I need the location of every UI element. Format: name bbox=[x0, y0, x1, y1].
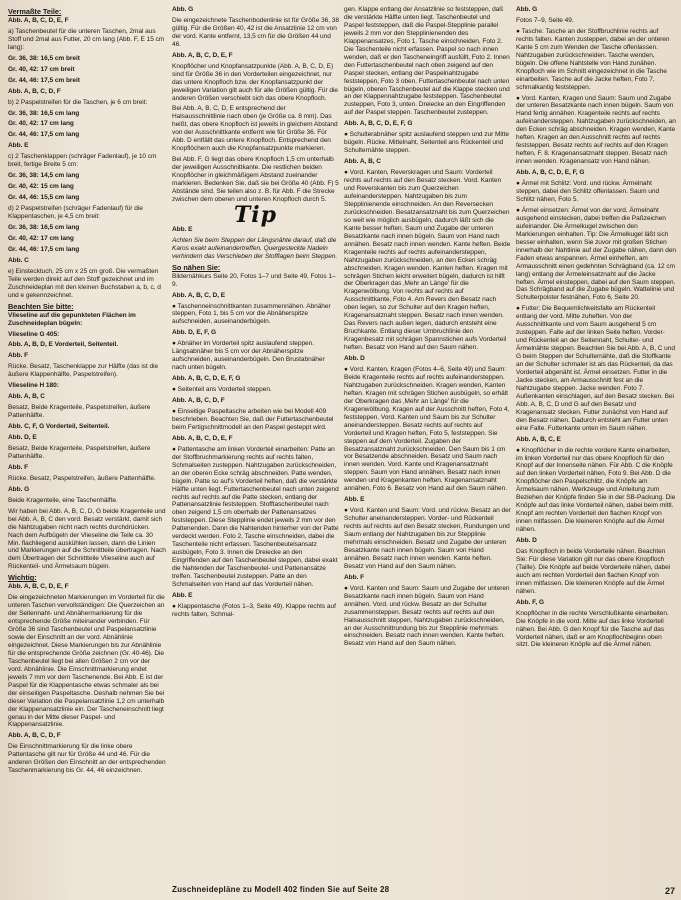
paragraph: Gr. 40, 42: 17 cm breit bbox=[8, 65, 75, 73]
paragraph: Abb. A, B, C, D, F bbox=[8, 87, 61, 95]
paragraph: Gr. 36, 38: 16,5 cm lang bbox=[8, 224, 80, 232]
paragraph: Gr. 44, 46: 17,5 cm breit bbox=[8, 76, 80, 84]
paragraph: Das Knopfloch in beide Vorderteile nähen. Beachten Sie: Für diese Variation gilt nur das obere Knopfloch (Taille). Die Knöpfe auf beide Vorderteile nähen, dabei auch am rechten Vorderteil den flachen Knopf von innen mitfassen. Die kleineren Knöpfe auf die Ärmel nähen. bbox=[516, 548, 671, 595]
paragraph: Die eingezeichnete Taschenbodenlinie ist für Größe 36, 38 gültig. Für die Größen 40, 42 ist die Ansatzlinie 12 cm von der vord. Kante entfernt, 13,5 cm für die Größen 44 und 46. bbox=[172, 16, 339, 48]
paragraph: ● Taschenneinschnittkanten zusammennähen. Abnäher steppen, Foto 1, bis 5 cm vor die Abnäherspitze aufschneiden, auseinanderbügeln. bbox=[172, 302, 331, 326]
paragraph: Die Einschnittmarkierung für die linke obere Pattentasche gilt nur für Größe 44 und 46. Für die anderen Größen den Einschnitt an der entsprechenden Taschenmarkierung bis Gr. 44, 46 einzeichnen. bbox=[8, 743, 166, 775]
paragraph: Abb. E bbox=[8, 142, 29, 150]
column-2 bbox=[172, 6, 339, 622]
tip-text: Achten Sie beim Steppen der Längsnähte darauf, daß die Karos exakt aufeinandertreffen. Quergesteckte Nadeln verhindern das Verschieben der Stofflagen beim Steppen. bbox=[172, 236, 338, 260]
paragraph: ● Knopflöcher in die rechte vordere Kante einarbeiten, im linken Vorderteil nur das obere Knopfloch für den Knopf auf der Innenseite nähen. Für Abb. C die Knöpfe auf den linken Vorderteil nähen, Foto 9. Bei Abb. D die Knopflöcher den Paspelschlitz, die Knöpfe am Ärmelsaum nähen. Werkzeuge und Anleitung zum Beziehen der Knöpfe finden Sie in der SB-Packung. Die Knöpfe auf das linke Vorderteil nähen, dabei beim mittl. Knopf am rechten Vorderteil den flachen Knopf von innen mitfassen. Die kleineren Knöpfe auf die Ärmel nähen. bbox=[516, 446, 676, 534]
paragraph: Abb. G bbox=[172, 6, 194, 13]
paragraph: Abb. D bbox=[344, 355, 365, 363]
paragraph: Abb. E bbox=[344, 496, 365, 504]
column-3 bbox=[344, 6, 511, 651]
paragraph: e) Einstecktuch, 25 cm x 25 cm groß. Die vermaßten Teile werden direkt auf den Stoff gezeichnet und im Zuschneideplan mit den kleinen Buchstaben a, b, c, d und e gekennzeichnet. bbox=[8, 267, 161, 299]
paragraph: Abb. A, B, C bbox=[344, 158, 381, 166]
paragraph: Vlieseline H 180: bbox=[8, 382, 59, 390]
paragraph: Abb. C, F, G Vorderteil, Seitenteil. bbox=[8, 423, 110, 431]
paragraph: Knopflöcher und Knopfansatzpunkte (Abb. A, B, C, D, E) sind für Größe 36 in den Vorderteilen eingezeichnet, nur das untere Knopfloch bzw. der Knopfansatzpunkt der jeweiligen Variation gilt auch für alle Größen gültig. Für die anderen Größen verschiebt sich das obere Knopfloch. bbox=[172, 62, 338, 102]
paragraph: gen. Klappe entlang der Ansatzlinie so feststeppen, daß die verstärkte Hälfte unten liegt. Taschenbeutel und Paspel feststeppen, daß die Paspel-Stepplinie parallel jeweils 2 mm vor den Stepplinienenden des Klappenansatzes, Foto 1. Tasche einschneiden, Foto 2. Die Taschenteile nicht erfassen. Paspel so nach innen wenden, daß er den Tascheneingriff ausfüllt, Foto 2. Innen den Futtertaschenbeutel nach oben zeigend auf den Paspel stecken, entlang der Paspelnahtzugabe feststeppen, Foto 3 oben. Futtertaschenbeutel nach unten bügeln, oberen Taschenbeutel auf die Klappe stecken und an der Klappennahtzugabe feststeppen. Taschenbeutel zusteppen, Foto 3, unten. Dreiecke an den Eingriffenden auf der Paspel steppen. Taschenbeutel zusteppen. bbox=[344, 6, 510, 117]
paragraph: Gr. 44, 46: 17,5 cm lang bbox=[8, 131, 80, 139]
paragraph: Abb. C bbox=[8, 256, 29, 264]
column-4 bbox=[516, 6, 676, 652]
paragraph: Abb. A, B, C, D, E, F bbox=[8, 583, 69, 591]
paragraph: ● Tasche: Tasche an der Stoffbruchlinie rechts auf rechts falten. Kanten zusteppen, dabei an der unteren Kante 5 cm zum Wenden der Tasche offenlassen. Nahtzugaben zurückschneiden. Tasche wenden, bügeln. Die offene Nahtstelle von Hand zunähen. Knopfloch wie im Schnitt eingezeichnet in die Tasche einarbeiten. Tasche auf die Jacke heften, Foto 7, schmalkantig feststeppen. bbox=[516, 27, 670, 91]
paragraph: ● Vord. Kanten, Reverskragen und Saum: Vorderteil rechts auf rechts auf den Besatz stecken. Vord. Kanten und Reverskanten bis zum Querzeichen aufeinandersteppen. Nahtzugaben bis zum Stepplinienende einschneiden. An den Reversecken zurückschneiden. Besatzansatznaht bis zum Querzeichen so weit wie möglich ausbügeln, dadurch läßt sich die Kante besser heften. Saum und Zugabe der unteren Besatzkante nach innen bügeln. Saum von Hand nach annähen. Besatz nach innen wenden. Kante heften. Beide Kragenteile rechts auf rechts aufeinandersteppen, Nahtzugaben zurückschneiden, an den Ecken schräg abschneiden. Kragen wenden. Kanten heften. Kragen mit schrägen Stichen leicht erweitert bügeln, dadurch ist hilft der Oberkragen das ‚Mehr an Länge' für die Kragenwölbung. Von rechts auf rechts auf Ausschnittkante, Foto 4. Am Revers den Besatz nach oben legen, so zur Schulter auf den Kragen heften, Kragenansatznaht steppen. Besatz nach innen wenden. Das Revers nach außen legen, dadurch entsteht eine Bruchkante. Entlang dieser Umbruchlinie den Kragenbesatz mit schrägen Spannstichen aufs Vorderteil heften. Besatz von Hand auf den Saum nähen. bbox=[344, 169, 511, 352]
paragraph: ● Vord. Kanten und Saum: Saum und Zugabe der unteren Besatzkante nach innen bügeln. Saum von Hand annähen. Vord. und rückw. Besatz an der Schulter zusammensteppen. Besatz rechts auf rechts auf den Halsausschnitt steppen, Nahtzugaben zurückschneiden, an der Ausschnittrundung bis zur Stepplinie mehrmals einschneiden. Besatz nach innen wenden. Kante heften. Besatz von Hand auf den Saum nähen. bbox=[344, 584, 510, 648]
paragraph: Die eingezeichneten Markierungen im Vorderteil für die unteren Taschen vervollständigen: Die Querzeichen an der Seitennaht- und Abnähermarkierung für die entsprechende Größe miteinander verbinden. Für Größe 36 sind Taschenbeutel und Paspelansatzlinie sowie der Einschnitt an der vord. Abnählinie eingezeichnet. Diese Markierungen bis zur Abnählinie für die entsprechende Größe zeichnen (Gr. 40-46). Die Taschenbeutel liegt bei allen Größen 2 cm vor der vord. Abnählinie. Die Einschnittmarkierung endet jeweils 7 mm vor dem Taschenende. Bei Abb. E ist der Paspel für die Klappentasche etwas schmaler als bei der einseitigen Paspeltasche. Deshalb nehmen Sie bei dieser Variation die Paspelansatzlinie 1,2 cm unterhalb der Klappenansatzlinie ein. Der Tascheneinschnitt liegt genau in der Mitte dieser Paspel- und Klappenansatzlinie. bbox=[8, 594, 165, 729]
paragraph: Abb. A, B, C, D, E, F, G bbox=[516, 169, 585, 177]
paragraph: ● Ärmel mit Schlitz: Vord. und rückw. Ärmelnaht steppen, dabei den Schlitz offenlassen. Saum und Schlitz nähen, Foto 5. bbox=[516, 180, 660, 203]
tip-logo: Tip bbox=[233, 201, 278, 228]
paragraph: Abb. A, B, C, D, E, F bbox=[8, 16, 69, 24]
paragraph: Abb. E bbox=[172, 225, 193, 233]
paragraph: Gr. 44, 46: 17,5 cm lang bbox=[8, 245, 80, 253]
paragraph: Abb. A, B, C, E bbox=[516, 435, 561, 443]
paragraph: Gr. 36, 38: 16,5 cm breit bbox=[8, 54, 80, 62]
paragraph: Abb. A, B, C, D, E, F, G bbox=[172, 375, 241, 383]
paragraph: c) 2 Taschenklappen (schräger Fadenlauf), je 10 cm breit, fertige Breite 5 cm: bbox=[8, 153, 157, 169]
paragraph: Abb. D, E bbox=[8, 434, 37, 442]
section-title: So nähen Sie: bbox=[172, 262, 221, 272]
paragraph: Bei Abb. A, B, C, D, E entsprechend der Halsausschnittlinie nach oben (je Größe ca. 8 mm). Das heißt, das obere Knopfloch ist jeweils in gleichem Abstand von der Ausschnittkante entfernt wie für Größe 36. Für Abb. D entfällt das untere Knopfloch. Entsprechend den Knopflöchern auch die Knopfansatzpunkte markieren. bbox=[172, 105, 338, 153]
paragraph: Besatz, Beide Kragenteile, Paspelstreifen, äußere Pattenhälfte. bbox=[8, 444, 151, 460]
paragraph: Knopflöcher in die rechte Verschlußkante einarbeiten. Die Knöpfe in die vord. Mitte auf das linke Vorderteil nähen. Bei Abb. G den Knopf für die Tasche auf das Vorderteil nähen, daß er am Knopflochbeginn oben sitzt. Die kleineren Knöpfe auf die Ärmel nähen. bbox=[516, 609, 669, 649]
section-title: Beachten Sie bitte: bbox=[8, 301, 74, 311]
paragraph: ● Pattentasche am linken Vorderteil einarbeiten: Patte an der Stoffbruchmarkierung rechts auf rechts falten, Schmalseiten zusteppen. Nahtzugaben zurückschneiden, an der oberen Ecke schräg abschneiden. Patte wenden, bügeln. Patte so auf's Vorderteil heften, daß die verstärkte Hälfte unten liegt. Futtertaschenbeutel nach unten zeigend rechts auf rechts auf die Patte stecken, entlang der Pattenansatzlinie feststeppen. Stofftaschenbeutel nach oben zeigend 1,5 cm oberhalb der Pattenansatzes feststeppen. Diese Stepplinie endet jeweils 2 mm vor den Pattenenden. Dann die Nahtenden hinterher von der Patte verdeckt werden. Foto 2, Tasche einschneiden, dabei die Taschenteile nicht erfassen. Taschenbeutelsansatz ausbügeln, Foto 3. Innen die Dreiecke an den Eingriffenden auf den Taschenbeutel steppen, dabei exakt die Nahtenden der Taschenbeutel- und Pattenansätze treffen. Taschenbeutel zusteppen. Patte an den Schmalseiten von Hand auf das Vorderteil nähen. bbox=[172, 445, 339, 588]
paragraph: Beide Kragenteile, eine Taschenhälfte. bbox=[8, 496, 118, 504]
paragraph: ● Vord. Kanten, Kragen (Fotos 4–6, Seite 49) und Saum: Beide Kragenteile rechts auf rechts aufeinandersteppen. Nahtzugaben zurückschneiden. Kragen wenden, Kanten heften. Kragen mit schrägen Stichen ausbügeln, so erhält der Oberkragen das ‚Mehr an Länge' für die Kragenwölbung. Kragen auf der Ausschnitt heften, Foto 4, feststeppen. Vord. Kanten und Saum bis zur Schulter aneinandersteppen. Besatz rechts auf rechts auf Vorderteil und Kragen heften, Foto 5, feststeppen. Sie steppen auf dem Vorderteil. Zugaben der Besatzansatznaht zurückschneiden. Den Saum bis 1 cm vor Besatzende abschneiden. Besatz und Saum nach innen wenden. Vord. Kante und Kragenansatznaht steppen. Saum von Hand annähen. Besatz nach innen wenden und Kragenkanten heften. Kragenansatznaht annähen, Foto 6. Besatz von Hand auf den Saum nähen. bbox=[344, 365, 510, 493]
paragraph: ● Schulterabnäher spitz auslaufend steppen und zur Mitte bügeln. Rücke. Mittelnaht, Seitenteil ans Rückenteil und Schulternähte steppen. bbox=[344, 131, 509, 155]
paragraph: a) Taschenbeutel für die unteren Taschen, 2mal aus Stoff und 2mal aus Futter, 20 cm lang (Abb. F, E 15 cm lang): bbox=[8, 27, 165, 51]
paragraph: Abb. A, B, D, E Vorderteil, Seitenteil. bbox=[8, 341, 119, 349]
paragraph: Rücke. Besatz, Paspelstreifen, äußere Pattenhälfte. bbox=[8, 474, 156, 482]
paragraph: Bei Abb. F, G liegt das obere Knopfloch 1,5 cm unterhalb der jeweiligen Ausschnittkante. Die restlichen beiden Knopflöcher in gleichmäßigem Abstand zueinander markieren. Bedenken Sie, daß sie bei Größe 40 (Abb. F) 5 Abstände sind. Sie teilen also z. B. für Abb. F die Strecke zwischen dem oberen und unteren Knopfloch durch 5. bbox=[172, 156, 339, 203]
section-title: Wichtig: bbox=[8, 573, 37, 583]
paragraph: Gr. 44, 46: 15,5 cm lang bbox=[8, 194, 80, 202]
paragraph: ● Ärmel einsetzen: Ärmel von der vord. Ärmelnaht ausgehend einstecken, dabei treffen die Paßzeichen aufeinander. Die Ärmelkugel zwischen den Markierungen einhalten. Tip: Die Ärmelkugel läßt sich besser einhalten, wenn Sie zuvor mit großen Stichen innerhalb der Nahtlinie auf der Zugabe nähen, dann den Faden etwas anspannen. Ärmel einheften, am Armausschnitt einen gedehnten Schrägband (ca. 12 cm lang) entlang der Ärmeleinsatznaht auf die Jacke heften. Ärmel einsteppen, dabei auf den Saum steppen. Das Schrägband auf die Zugabe bügeln. Wattelinie und Schulterpolster festnähen, Foto 6, Seite 20. bbox=[516, 206, 677, 302]
paragraph: Rücke. Besatz, Taschenklappe zur Hälfte (das ist die äußere Klappenhälfte, Paspelstreifen). bbox=[8, 363, 159, 379]
paragraph: Gr. 40, 42: 17 cm lang bbox=[8, 234, 74, 242]
paragraph: Abb. D, E, F, G bbox=[172, 329, 216, 337]
section-title: Vermaßte Teile: bbox=[8, 7, 62, 16]
paragraph: Abb. G bbox=[516, 6, 538, 13]
paragraph: ● Abnäher im Vorderteil spitz auslaufend steppen. Längsabnäher bis 5 cm vor der Abnäherspitze aufschneiden, auseinanderbügeln. Den Brustabnäher nach unten bügeln. bbox=[172, 340, 325, 372]
paragraph: Besatz, Beide Kragenteile, Paspelstreifen, äußere Pattenhälfte. bbox=[8, 404, 151, 420]
paragraph: Abb. A, B, C bbox=[8, 393, 45, 401]
paragraph: Bildernähkurs Seite 20, Fotos 1–7 und Seite 49, Fotos 1–9. bbox=[172, 272, 336, 288]
paragraph: Abb. D bbox=[516, 537, 537, 545]
paragraph: Vlieseline G 405: bbox=[8, 330, 60, 338]
paragraph: ● Einseitige Paspeltasche arbeiten wie bei Modell 409 beschrieben. Beachten Sie, daß der Futtertaschenbeutel beim Fertigschnittmodell an den Paspel gesteppt wird. bbox=[172, 407, 334, 431]
paragraph: Abb. F bbox=[8, 463, 29, 471]
paragraph: Abb. F bbox=[344, 573, 365, 581]
paragraph: ● Vord. Kanten, Kragen und Saum: Saum und Zugabe der unteren Besatzkante nach innen bügeln. Saum von Hand fertig annähen. Kragenteile rechts auf rechts aufeinandersteppen. Nahtzugaben zurückschneiden, an den Ecken schräg abschneiden. Kragen wenden, Kante heften. Kragen an den Ausschnitt rechts auf rechts feststeppen. Besatz rechts auf rechts auf den Kragen heften, F. 8. Kragenansatznaht steppen. Besatz nach innen wenden. Kragenansatz von Hand nähen. bbox=[516, 94, 676, 166]
paragraph: Abb. A, B, C, D, F bbox=[8, 732, 61, 740]
paragraph: Wir haben bei Abb. A, B, C, D, G beide Kragenteile und bei Abb. A, B, C den vord. Besatz verstärkt, damit sich die Nahtzugaben nicht nach rechts durchdrücken. Nach dem Aufbügeln der Vlieseline die Teile ca. 30 Min. flachliegend auskühlen lassen, dann die Linien und Markierungen auf die Schnittteile übertragen. Nach dem Übertragen der Schnittteile Vlieseline auch auf Rückenteil- und Ärmelsaum bügeln. bbox=[8, 507, 166, 571]
paragraph: Gr. 40, 42: 15 cm lang bbox=[8, 183, 74, 191]
paragraph: Abb. A, B, C, D, E, F bbox=[172, 51, 233, 59]
paragraph: ● Klappentasche (Fotos 1–3, Seite 49). Klappe rechts auf rechts falten, Schmal- bbox=[172, 602, 336, 618]
paragraph: ● Vord. Kanten und Saum: Vord. und rückw. Besatz an der Schulter aneinandersteppen. Vorder- und Rückenteil rechts auf rechts auf den Besatz stecken, Rundungen und Saum entlang der Nahtzugaben bis zur Stepplinie mehrmals einschneiden. Besatz und Zugabe der unteren Besatzkante nach innen bügeln. Saum von Hand annähen. Besatz nach innen wenden. Kante heften. Besatz von Hand auf den Saum nähen. bbox=[344, 507, 511, 570]
paragraph: Abb. F bbox=[8, 352, 29, 360]
paragraph: ● Seitenteil ans Vorderteil steppen. bbox=[172, 386, 272, 394]
column-1 bbox=[8, 6, 166, 778]
paragraph: Abb. F, G bbox=[516, 598, 544, 606]
paragraph: ● Futter: Die Bequemlichkeitsfalte am Rückenteil entlang der vord. Mitte zuheften. Von der Ausschnittkante und vom Saum ausgehend 5 cm zusteppen. Falte auf der linken Seite heften. Vorder- und Rückenteil an der Seitennaht, Schulter- und Ärmelnähte steppen. Beachten Sie bei Abb. A, B, C und G beim Steppen der Schulternähte, daß die Stoffkante an der Schulter schmaler ist als das Rückenteil, da das Vorderteil abgenäht ist. Ärmel einsetzen. Futter in die Jacke stecken, am Armausschnitt fest an die Nahtzugabe steppen. Jacke wenden. Foto 7. Außenkanten einschlagen, auf den Besatz stecken. Bei Abb. A, B, C, D und G auf den Besatz und Kragenansatz stecken. Futter zunächst von Hand auf den Besatz nähen. Dadurch entsteht am Futter unten eine Falte. Futterkante unten im Saum nähen. bbox=[516, 305, 675, 432]
footer-note: Zuschneidepläne zu Modell 402 finden Sie auf Seite 28 bbox=[172, 885, 390, 894]
paragraph: Vlieseline auf die gepunkteten Flächen im Zuschneideplan bügeln: bbox=[8, 311, 136, 327]
paragraph: Fotos 7–9, Seite 49. bbox=[516, 16, 574, 24]
paragraph: Abb. A, B, C, D, E, F, G bbox=[344, 120, 413, 128]
paragraph: Abb. A, B, C, D, E bbox=[172, 291, 226, 299]
paragraph: Abb. A, B, C, D, E, F bbox=[172, 434, 233, 442]
paragraph: Gr. 36, 38: 14,5 cm lang bbox=[8, 172, 80, 180]
paragraph: Abb. G bbox=[8, 485, 30, 493]
paragraph: d) 2 Paspelstreifen (schräger Fadenlauf) für die Klappentaschen, je 4,5 cm breit: bbox=[8, 205, 143, 221]
paragraph: b) 2 Paspelstreifen für die Taschen, je 6 cm breit: bbox=[8, 98, 148, 106]
paragraph: Gr. 40, 42: 17 cm lang bbox=[8, 120, 74, 128]
paragraph: Gr. 36, 38: 16,5 cm lang bbox=[8, 109, 80, 117]
paragraph: Abb. A, B, C, D, F bbox=[172, 397, 225, 405]
page-number: 27 bbox=[664, 886, 675, 896]
paragraph: Abb. E bbox=[172, 591, 193, 599]
